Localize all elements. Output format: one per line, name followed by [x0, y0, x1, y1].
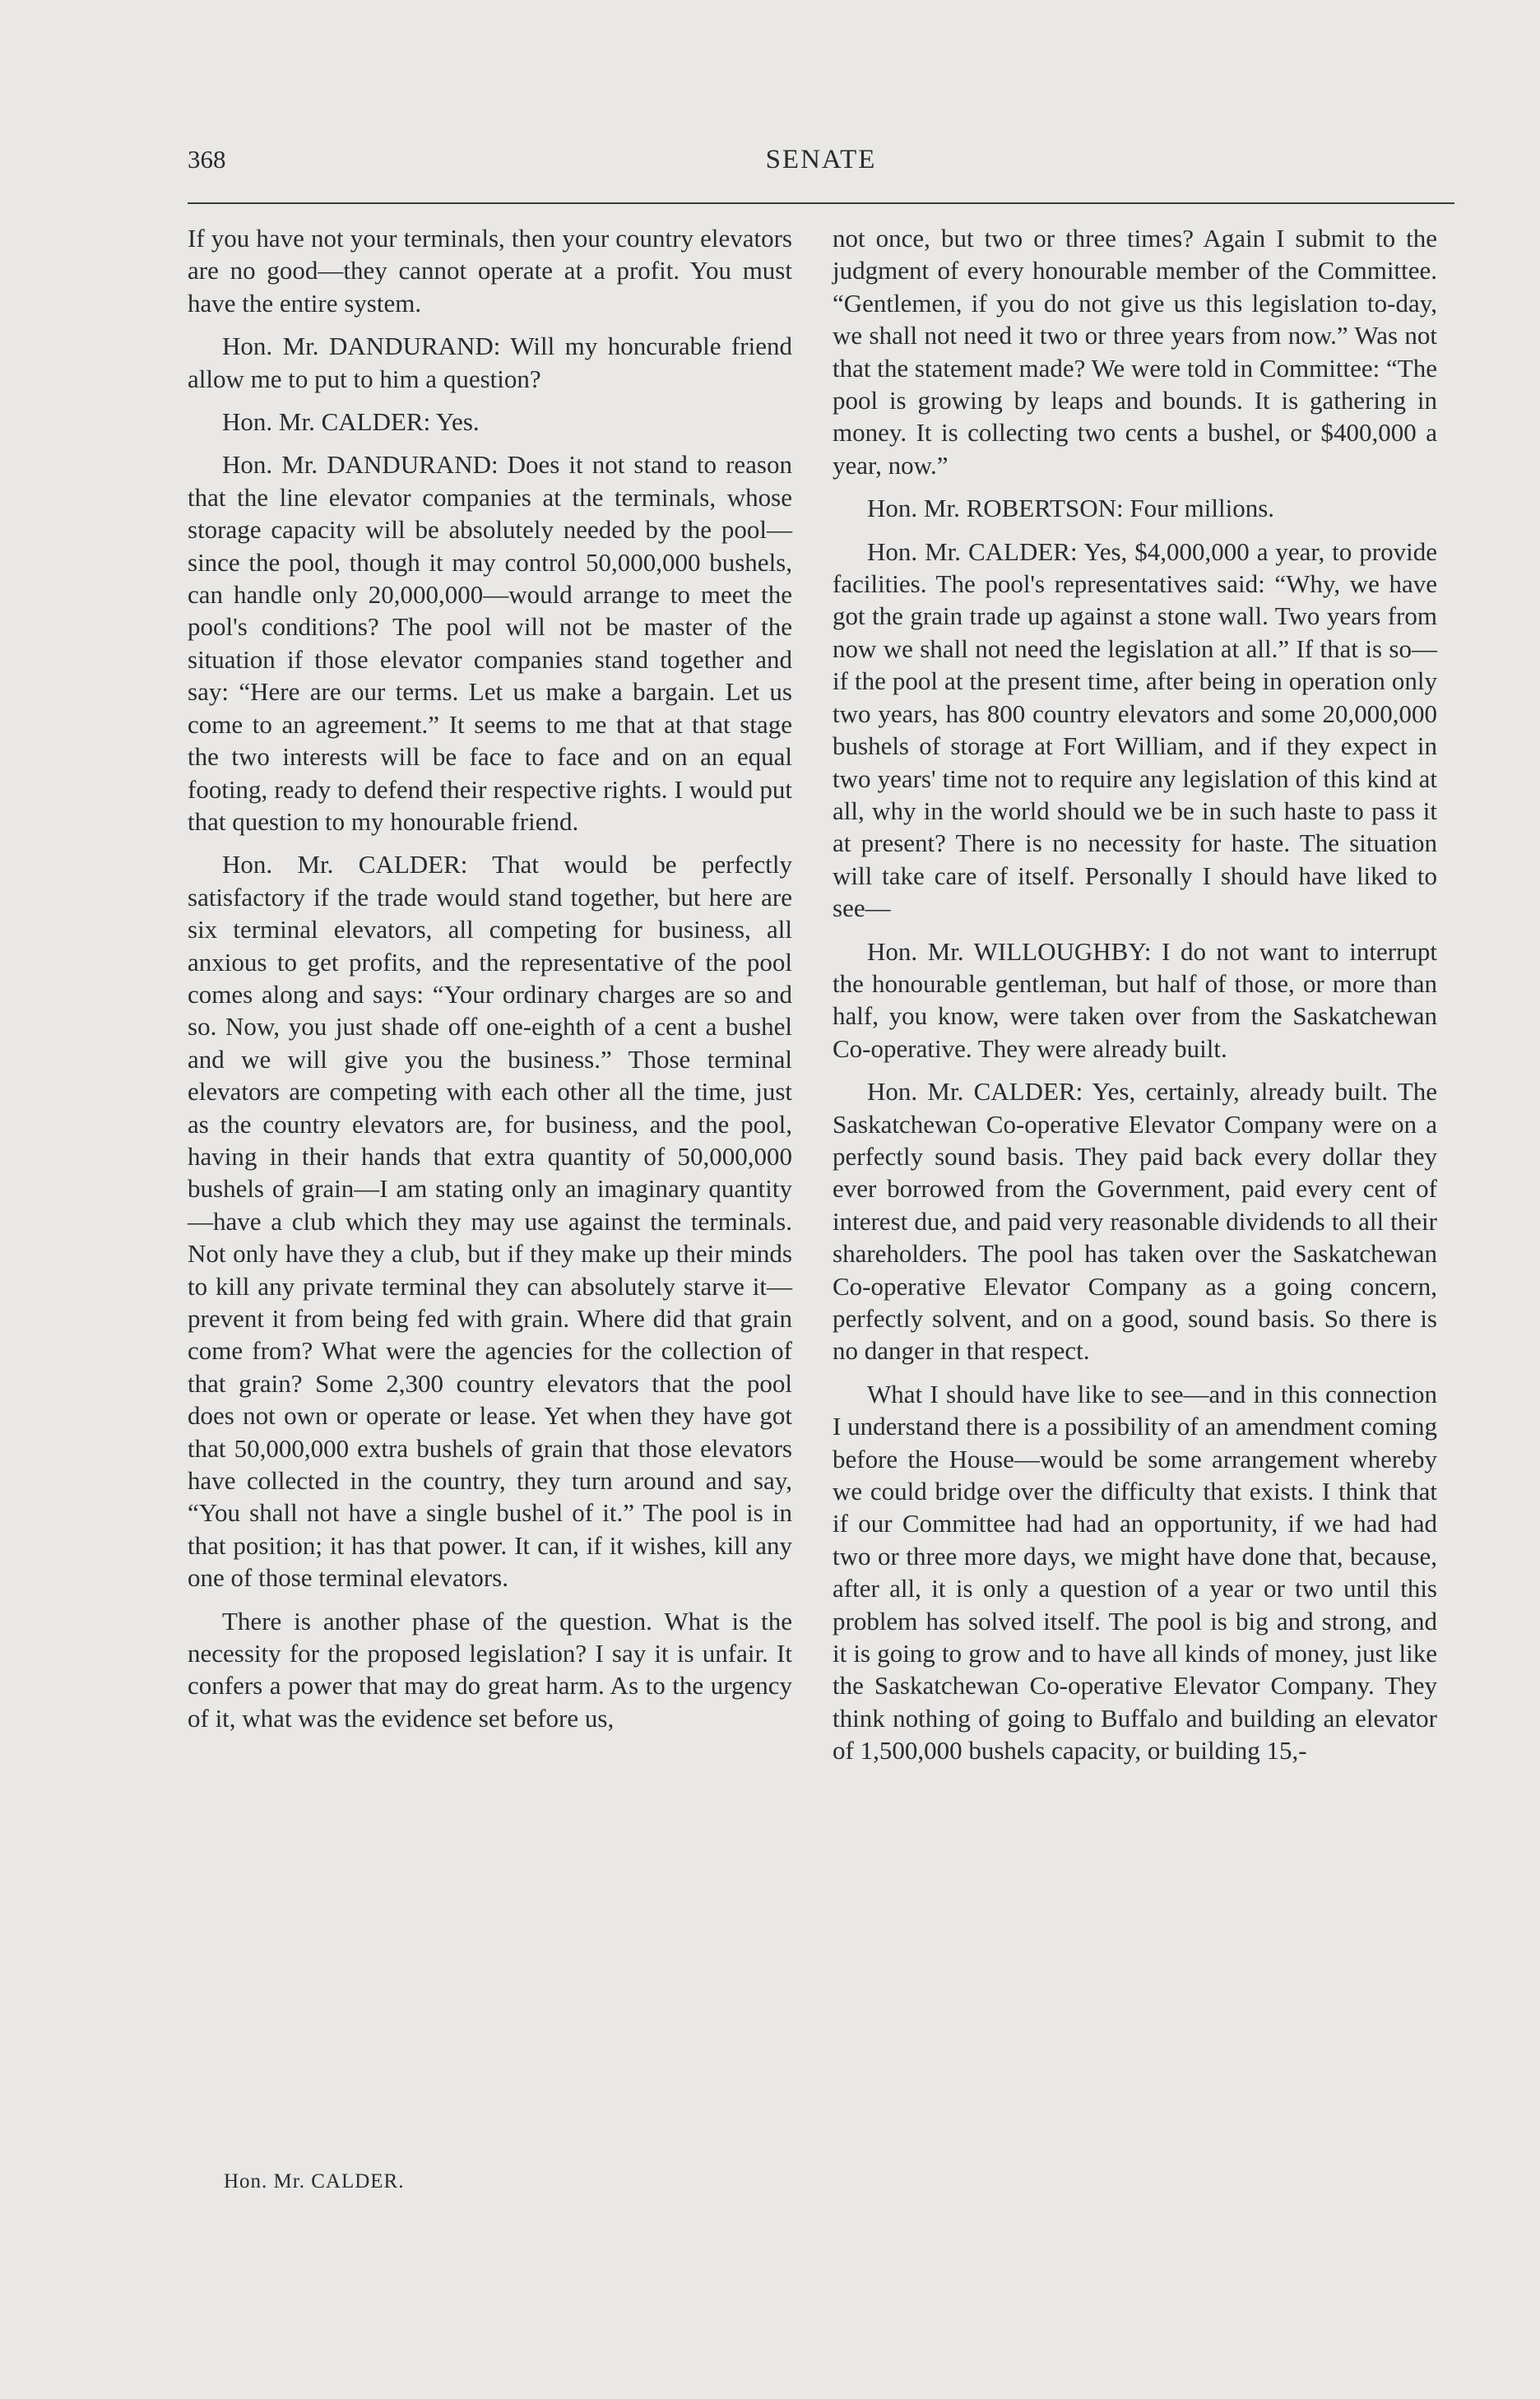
paragraph: Hon. Mr. ROBERTSON: Four millions.: [867, 494, 1275, 523]
paragraph: Hon. Mr. CALDER: That would be perfectly satisfactory if the trade would stand together, but here are six terminal elevators, all competing for business, all anxious to get profits, and the representative of the pool comes along and says: “Your ordinary charges are so and so. Now, you just shade off one-eighth of a cent a bushel and we will give you the business.” Those terminal elevators are competing with each other all the time, just as the country elevators are, for business, and the pool, having in their hands that extra quantity of 50,000,000 bushels of grain—I am stating only an imaginary quantity—have a club which they may use against the terminals. Not only have they a club, but if they make up their minds to kill any private terminal they can absolutely starve it—prevent it from being fed with grain. Where did that grain come from? What were the agencies for the collection of that grain? Some 2,300 country elevators that the pool does not own or operate or lease. Yet when they have got that 50,000,000 extra bushels of grain that those elevators have collected in the country, they turn around and say, “You shall not have a single bushel of it.” The pool is in that position; it has that power. It can, if it wishes, kill any one of those terminal elevators.: [188, 850, 792, 1593]
paragraph: There is another phase of the question. What is the necessity for the proposed legislation? I say it is unfair. It confers a power that may do great harm. As to the urgency of it, what was the evidence set before us,: [188, 1606, 792, 1733]
header-rule: [188, 202, 1454, 204]
page-header: [188, 145, 1454, 191]
left-column: [188, 222, 792, 1745]
paragraph: If you have not your terminals, then your country elevators are no good—they cannot operate at a profit. You must have the entire system.: [188, 224, 792, 318]
paragraph: Hon. Mr. DANDURAND: Does it not stand to reason that the line elevator companies at the terminals, whose storage capacity will be absolutely needed by the pool—since the pool, though it may control 50,000,000 bushels, can handle only 20,000,000—would arrange to meet the pool's conditions? The pool will not be master of the situation if those elevator companies stand together and say: “Here are our terms. Let us make a bargain. Let us come to an agreement.” It seems to me that at that stage the two interests will be face to face and on an equal footing, ready to defend their respective rights. I would put that question to my honourable friend.: [188, 450, 792, 836]
paragraph: Hon. Mr. WILLOUGHBY: I do not want to interrupt the honourable gentleman, but half of those, or more than half, you know, were taken over from the Saskatchewan Co-operative. They were already built.: [833, 936, 1437, 1063]
paragraph: Hon. Mr. CALDER: Yes.: [222, 407, 480, 437]
paragraph: Hon. Mr. CALDER: Yes, certainly, already built. The Saskatchewan Co-operative Elevator Company were on a perfectly sound basis. They paid back every dollar they ever borrowed from the Government, paid every cent of interest due, and paid very reasonable dividends to all their shareholders. The pool has taken over the Saskatchewan Co-operative Elevator Company as a going concern, perfectly solvent, and on a good, sound basis. So there is no danger in that respect.: [833, 1077, 1437, 1366]
page-number: 368: [188, 145, 226, 174]
paragraph: Hon. Mr. DANDURAND: Will my honcurable friend allow me to put to him a question?: [188, 332, 792, 393]
running-title: SENATE: [765, 145, 877, 174]
right-column: [833, 222, 1437, 1778]
paragraph: Hon. Mr. CALDER: Yes, $4,000,000 a year, to provide facilities. The pool's representatives said: “Why, we have got the grain trade up against a stone wall. Two years from now we shall not need the legislation at all.” If that is so—if the pool at the present time, after being in operation only two years, has 800 country elevators and some 20,000,000 bushels of storage at Fort William, and if they expect in two years' time not to require any legislation of this kind at all, why in the world should we be in such haste to pass it at present? There is no necessity for haste. The situation will take care of itself. Personally I should have liked to see—: [833, 536, 1437, 923]
paragraph: not once, but two or three times? Again I submit to the judgment of every honourable member of the Committee. “Gentlemen, if you do not give us this legislation to-day, we shall not need it two or three years from now.” Was not that the statement made? We were told in Committee: “The pool is growing by leaps and bounds. It is gathering in money. It is collecting two cents a bushel, or $400,000 a year, now.”: [833, 224, 1437, 480]
footer-speaker: Hon. Mr. CALDER.: [224, 2170, 405, 2193]
paragraph: What I should have like to see—and in this connection I understand there is a possibility of an amendment coming before the House—would be some arrangement whereby we could bridge over the difficulty that exists. I think that if our Committee had had an opportunity, if we had had two or three more days, we might have done that, because, after all, it is only a question of a year or two until this problem has solved itself. The pool is big and strong, and it is going to grow and to have all kinds of money, just like the Saskatchewan Co-operative Elevator Company. They think nothing of going to Buffalo and building an elevator of 1,500,000 bushels capacity, or building 15,-: [833, 1379, 1437, 1766]
